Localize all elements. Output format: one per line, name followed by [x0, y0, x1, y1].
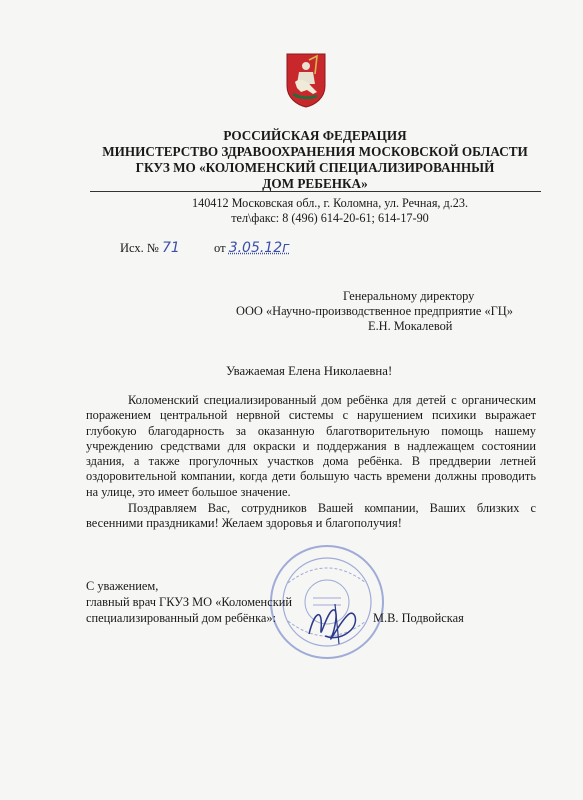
header-ministry: МИНИСТЕРСТВО ЗДРАВООХРАНЕНИЯ МОСКОВСКОЙ ОБЛАСТИ [102, 144, 528, 159]
header-organization: ГКУЗ МО «КОЛОМЕНСКИЙ СПЕЦИАЛИЗИРОВАННЫЙ [135, 160, 495, 175]
letter-date-label: от [214, 241, 226, 255]
closing-phrase: С уважением, [86, 579, 159, 593]
header-divider [90, 191, 541, 192]
signatory-name: М.В. Подвойская [373, 611, 464, 625]
handwritten-signature [305, 600, 367, 648]
header-address: 140412 Московская обл., г. Коломна, ул. Речная, д.23. [192, 196, 468, 210]
body-paragraph-1: Коломенский специализированный дом ребёнка для детей с органическим поражением центральной нервной системы с нарушением психики выражает глубокую благодарность за оказанную благотворительную помощь нашему учреждению средствами для окраски и поддержания в надлежащем состоянии здания, а также прогулочных участков дома ребёнка. В преддверии летней оздоровительной компании, когда дети большую часть времени должны проводить на улице, это имеет большое значение. [86, 393, 536, 499]
letter-greeting: Уважаемая Елена Николаевна! [226, 364, 393, 378]
signatory-position-2: специализированный дом ребёнка»: [86, 611, 277, 625]
header-country: РОССИЙСКАЯ ФЕДЕРАЦИЯ [223, 128, 407, 143]
signatory-position-1: главный врач ГКУЗ МО «Коломенский [86, 595, 292, 609]
letter-date-value: 3.05.12г [228, 240, 290, 256]
outgoing-number-value: 71 [161, 240, 180, 256]
header-phone: тел\факс: 8 (496) 614-20-61; 614-17-90 [231, 211, 429, 225]
recipient-name: Е.Н. Мокалевой [368, 319, 453, 333]
recipient-company: ООО «Научно-производственное предприятие «ГЦ» [236, 304, 513, 318]
outgoing-number [120, 240, 180, 256]
letter-date [214, 240, 289, 256]
body-paragraph-2: Поздравляем Вас, сотрудников Вашей компании, Ваших близких с весенними праздниками! Желаем здоровья и благополучия! [86, 501, 536, 531]
coat-of-arms-emblem [285, 52, 327, 108]
recipient-title: Генеральному директору [343, 289, 475, 303]
header-organization-cont: ДОМ РЕБЕНКА» [262, 176, 368, 191]
outgoing-number-label: Исх. № [120, 241, 159, 255]
